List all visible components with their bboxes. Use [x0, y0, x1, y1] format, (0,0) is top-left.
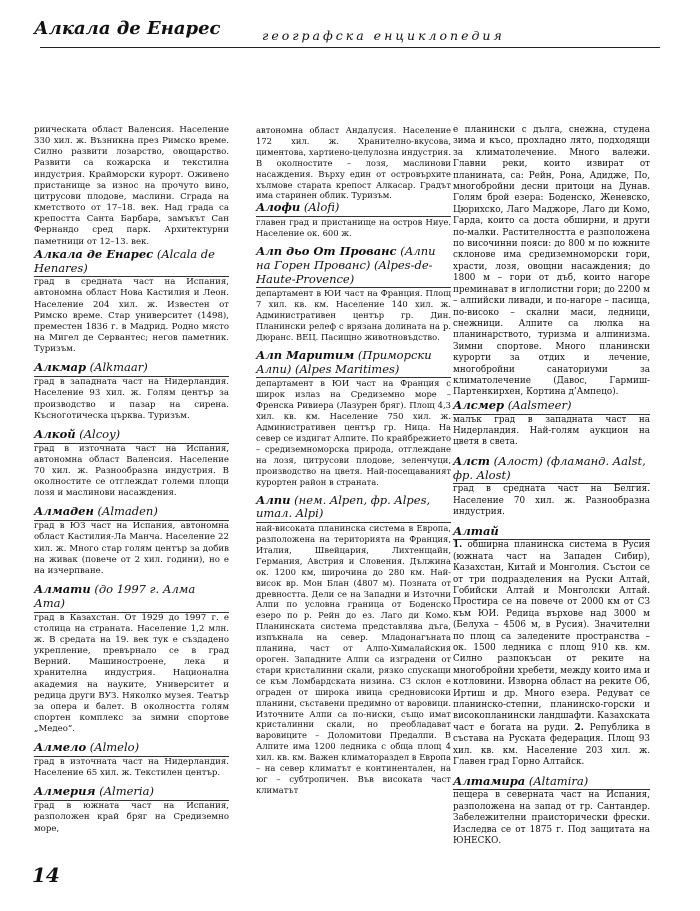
entry-name: Алкой [34, 426, 76, 441]
entry-heading [453, 525, 650, 541]
entry [34, 505, 229, 577]
entry-name: Алтай [453, 523, 499, 538]
entry-name: Алофи [256, 200, 301, 215]
entry-text: департамент в ЮИ част на Франция с широк излаз на Средиземно море – Френска Ривиера (Лазурен бряг). Площ 4,3 хил. кв. км. Население 750 хил. ж. Административен център гр. Ница. На север се издигат Алпите. По крайбрежието – средиземноморска природа, отглеждане на лозя, цитрусови плодове, зеленчуци, производство на цветя. Най-посещаваният курортен район в страната. [256, 378, 451, 487]
entry-alt-name: (Алост) (фламанд. Aalst, фр. Alost) [453, 453, 646, 482]
entry-alt-name: (Alcala de Henares) [34, 246, 215, 275]
entry-text: град в източната част на Нидерландия. Население 65 хил. ж. Текстилен център. [34, 757, 229, 779]
entry-alt-name: (нем. Alpen, фр. Alpes, итал. Alpi) [256, 492, 431, 521]
entry-name: Алп Маритим [256, 347, 355, 362]
entry-heading [34, 428, 229, 444]
sense-text: Република в състава на Руската федерация. Площ 93 хил. кв. км. Население 203 хил. ж. Главен град Горно Алтайск. [453, 722, 651, 768]
entry-text: главен град и пристанище на остров Ниуе. Население ок. 600 ж. [256, 217, 451, 239]
entry [34, 248, 229, 356]
text-column-3 [453, 125, 650, 853]
entry [256, 494, 451, 796]
entry-text: град в източната част на Испания, автономна област Валенсия. Население 70 хил. ж. Разнообразна индустрия. В околностите се отглеждат големи площи лозя и маслинови насаждения. [34, 443, 229, 499]
entry-alt-name: (Alcoy) [79, 426, 121, 441]
entry-text: град в ЮЗ част на Испания, автономна област Кастилия-Ла Манча. Население 22 хил. ж. Много стар голям център за добив на живак (повече от 2 хил. години), но е на изчерпване. [34, 521, 229, 576]
entry-text: град в Казахстан. От 1929 до 1997 г. е столица на страната. Население 1,2 млн. ж. В средата на 19. век тук е създадено укрепление, превърнало се в град Верний. Машиностроене, лека и хранителна индустрия. Национална академия на науките, Университет и редица други ВУЗ. Няколко музея. Театър за опера и балет. В околността голям спортен комплекс за зимни спортове „Медео“. [34, 612, 229, 735]
sense-number: 2. [574, 722, 584, 733]
entry-text: град в средната част на Испания, автономна област Нова Кастилия и Леон. Население 204 хил. ж. Известен от Римско време. Стар университет (1498), преместен 1836 г. в Мадрид. Родно място на Мигел де Сервантес; негов паметник. Туризъм. [34, 277, 229, 355]
entry-name: Алмаден [34, 504, 94, 519]
entry-alt-name: (Almeria) [99, 784, 154, 799]
entry [453, 525, 650, 769]
header-rule [40, 47, 660, 48]
entry-name: Алст [453, 453, 490, 468]
entry-heading [453, 775, 650, 791]
entry-alt-name: (Приморски Алпи) (Alpes Maritimes) [256, 347, 432, 376]
sense-text: обширна планинска система в Русия (южната част на Западен Сибир), Казахстан, Китай и Монголия. Състои се от три подразделения на Руски Алтай, Гобийски Алтай и Монголски Алтай. Простира се на повече от 2000 км от СЗ към ЮИ. Редица върхове над 3000 м (Белуха – 4506 м, в Русия). Значителни по площ са заледените пространства – ок. 1500 ледника с площ 910 кв. км. Силно разпокъсан от реките на многобройни хребети, между които има и котловини. Изворна област на реките Об, Иртиш и др. Много езера. Редуват се планинско-степни, планинско-горски и високопланински ландшафти. Казахската част е богата на руди. [453, 540, 651, 733]
entry-name: Алмерия [34, 784, 96, 799]
entry-alt-name: (Алпи на Горен Прованс) (Alpes-de-Haute-Provence) [256, 243, 436, 286]
entry-alt-name: (Alkmaar) [89, 360, 148, 375]
entry [34, 785, 229, 834]
entry-text [453, 540, 650, 768]
entry [256, 201, 451, 239]
entry-heading [256, 245, 451, 288]
entry-name: Алкмар [34, 360, 86, 375]
entry-text: град в западната част на Нидерландия. Население 93 хил. ж. Голям център за производство и пазар на сирена. Късноготическа църква. Туризъм. [34, 377, 229, 421]
entry-name: Алкала де Енарес [34, 246, 154, 261]
entry-heading [453, 455, 650, 485]
entry-text: град в средната част на Белгия. Население 70 хил. ж. Разнообразна индустрия. [453, 484, 650, 518]
text-column-2 [256, 125, 451, 802]
entry-heading [34, 248, 229, 278]
entry-name: Алтамира [453, 773, 526, 788]
entry-name: Алмело [34, 740, 87, 755]
entry-heading [453, 399, 650, 415]
continued-text: автономна област Андалусия. Население 172 хил. ж. Хранително-вкусова, циментова, хартиено-целулозна индустрия. В околностите – лозя, маслинови насаждения. Върху един от островърхите хълмове старата крепост Алкасар. Градът има старинен облик. Туризъм. [256, 125, 451, 201]
header-title: Алкала де Енарес [34, 18, 221, 39]
entry [256, 349, 451, 488]
entry [34, 361, 229, 421]
entry [34, 741, 229, 779]
entry-text: департамент в ЮИ част на Франция. Площ 7 хил. кв. км. Население 140 хил. ж. Административен център гр. Дин. Планински релеф с врязана долината на р. Дюранс. ВЕЦ. Пасищно животновъдство. [256, 288, 451, 342]
entry [34, 428, 229, 500]
entry-alt-name: (до 1997 г. Алма Ата) [34, 581, 196, 610]
sense-number: 1. [453, 540, 463, 551]
entry-alt-name: (Alofi) [303, 200, 340, 215]
entry [453, 775, 650, 848]
entry-text: най-високата планинска система в Европа, разположена на територията на Франция, Италия, Швейцария, Лихтенщайн, Германия, Австрия и Словения. Дължина ок. 1200 км, широчина до 280 км. Най-висок вр. Мон Блан (4807 м). Позната от древността. Дели се на Западни и Източни Алпи по условна граница от Боденско езеро по р. Рейн до ез. Лаго ди Комо. Планинската система представлява дъга, изпъкнала на север. Младонагъната планина, част от Алпо-Хималайския ороген. Западните Алпи са изградени от стари кристалинни скали, рязко спускащи се към Ломбардската низина. СЗ склон е ограден от широка ивица средновисоки планини, съставени предимно от варовици. Източните Алпи са по-ниски, също имат кристалинни скали, но преобладават варовиците – Доломитови Предалпи. В Алпите има 1200 ледника с обща площ 4 хил. кв. км. Важен климатораздел в Европа – на север климатът е континентален, на юг – субтропичен. Във високата част климатът [256, 523, 451, 795]
entry-alt-name: (Aalsmeer) [507, 397, 572, 412]
entry-heading [256, 494, 451, 524]
entry-heading [34, 361, 229, 377]
entry-heading [34, 583, 229, 613]
entry-heading [34, 741, 229, 757]
entry-name: Алп дьо От Прованс [256, 243, 397, 258]
entry [453, 455, 650, 519]
continued-text: риическата област Валенсия. Население 330 хил. ж. Възникна през Римско време. Силно развити лозарство, овощарство. Развити са кожарска и текстилна индустрия. Крайморски курорт. Оживено пристанище за износ на прочуто вино, цитрусови плодове, маслини. Сграда на кметството от 17–18. век. Над града са крепостта Санта Барбара, замъкът Сан Фернандо сред парк. Архитектурни паметници от 12–13. век. [34, 125, 229, 247]
entry-text: малък град в западната част на Нидерландия. Най-голям аукцион на цветя в света. [453, 414, 650, 448]
entry-name: Алмати [34, 581, 91, 596]
page-number: 14 [32, 863, 60, 887]
entry-name: Алпи [256, 492, 291, 507]
entry-text: пещера в северната част на Испания, разположена на запад от гр. Сантандер. Забележителни праисторически фрески. Изследва се от 1875 г. Под защитата на ЮНЕСКО. [453, 790, 650, 846]
text-column-1 [34, 125, 229, 841]
entry-alt-name: (Altamira) [528, 773, 589, 788]
continued-text: е планински с дълга, снежна, студена зима и късо, прохладно лято, подходящи за климатолечение. Много валежи. Главни реки, които извират от планината, са: Рейн, Рона, Адидже, По, многобройни десни притоци на Дунав. Голям брой езера: Боденско, Женевско, Цюрихско, Лаго Маджоре, Лаго ди Комо, Гарда, които са доста обширни, и други по-малки. Растителността е разположена по височинни пояси: до 800 м по южните склонове има средиземноморски гори, храсти, лозя, овощни насаждения; до 1800 м – гори от дъб, които нагоре преминават в иглолистни гори; до 2200 м – алпийски ливади, и по-нагоре – пасища, по-високо – скални маси, ледници, снежници. Алпите са люлка на планинарството, туризма и алпинизма. Зимни спортове. Много планински курорти за отдих и лечение, многобройни санаториуми за климатолечение (Давос, Гармиш-Партенкирхен, Кортина д’Ампецо). [453, 125, 650, 398]
entry-heading [256, 349, 451, 379]
entry-name: Алсмер [453, 397, 505, 412]
entry-heading [34, 785, 229, 801]
entry-text: град в южната част на Испания, разположен край бряг на Средиземно море, [34, 801, 229, 834]
entry-alt-name: (Almelo) [89, 740, 140, 755]
entry-alt-name: (Almaden) [97, 504, 158, 519]
entry [256, 245, 451, 343]
entry [453, 399, 650, 449]
header-subtitle: географска енциклопедия [262, 28, 505, 43]
entry [34, 583, 229, 735]
entry-heading [34, 505, 229, 521]
entry-heading [256, 201, 451, 217]
